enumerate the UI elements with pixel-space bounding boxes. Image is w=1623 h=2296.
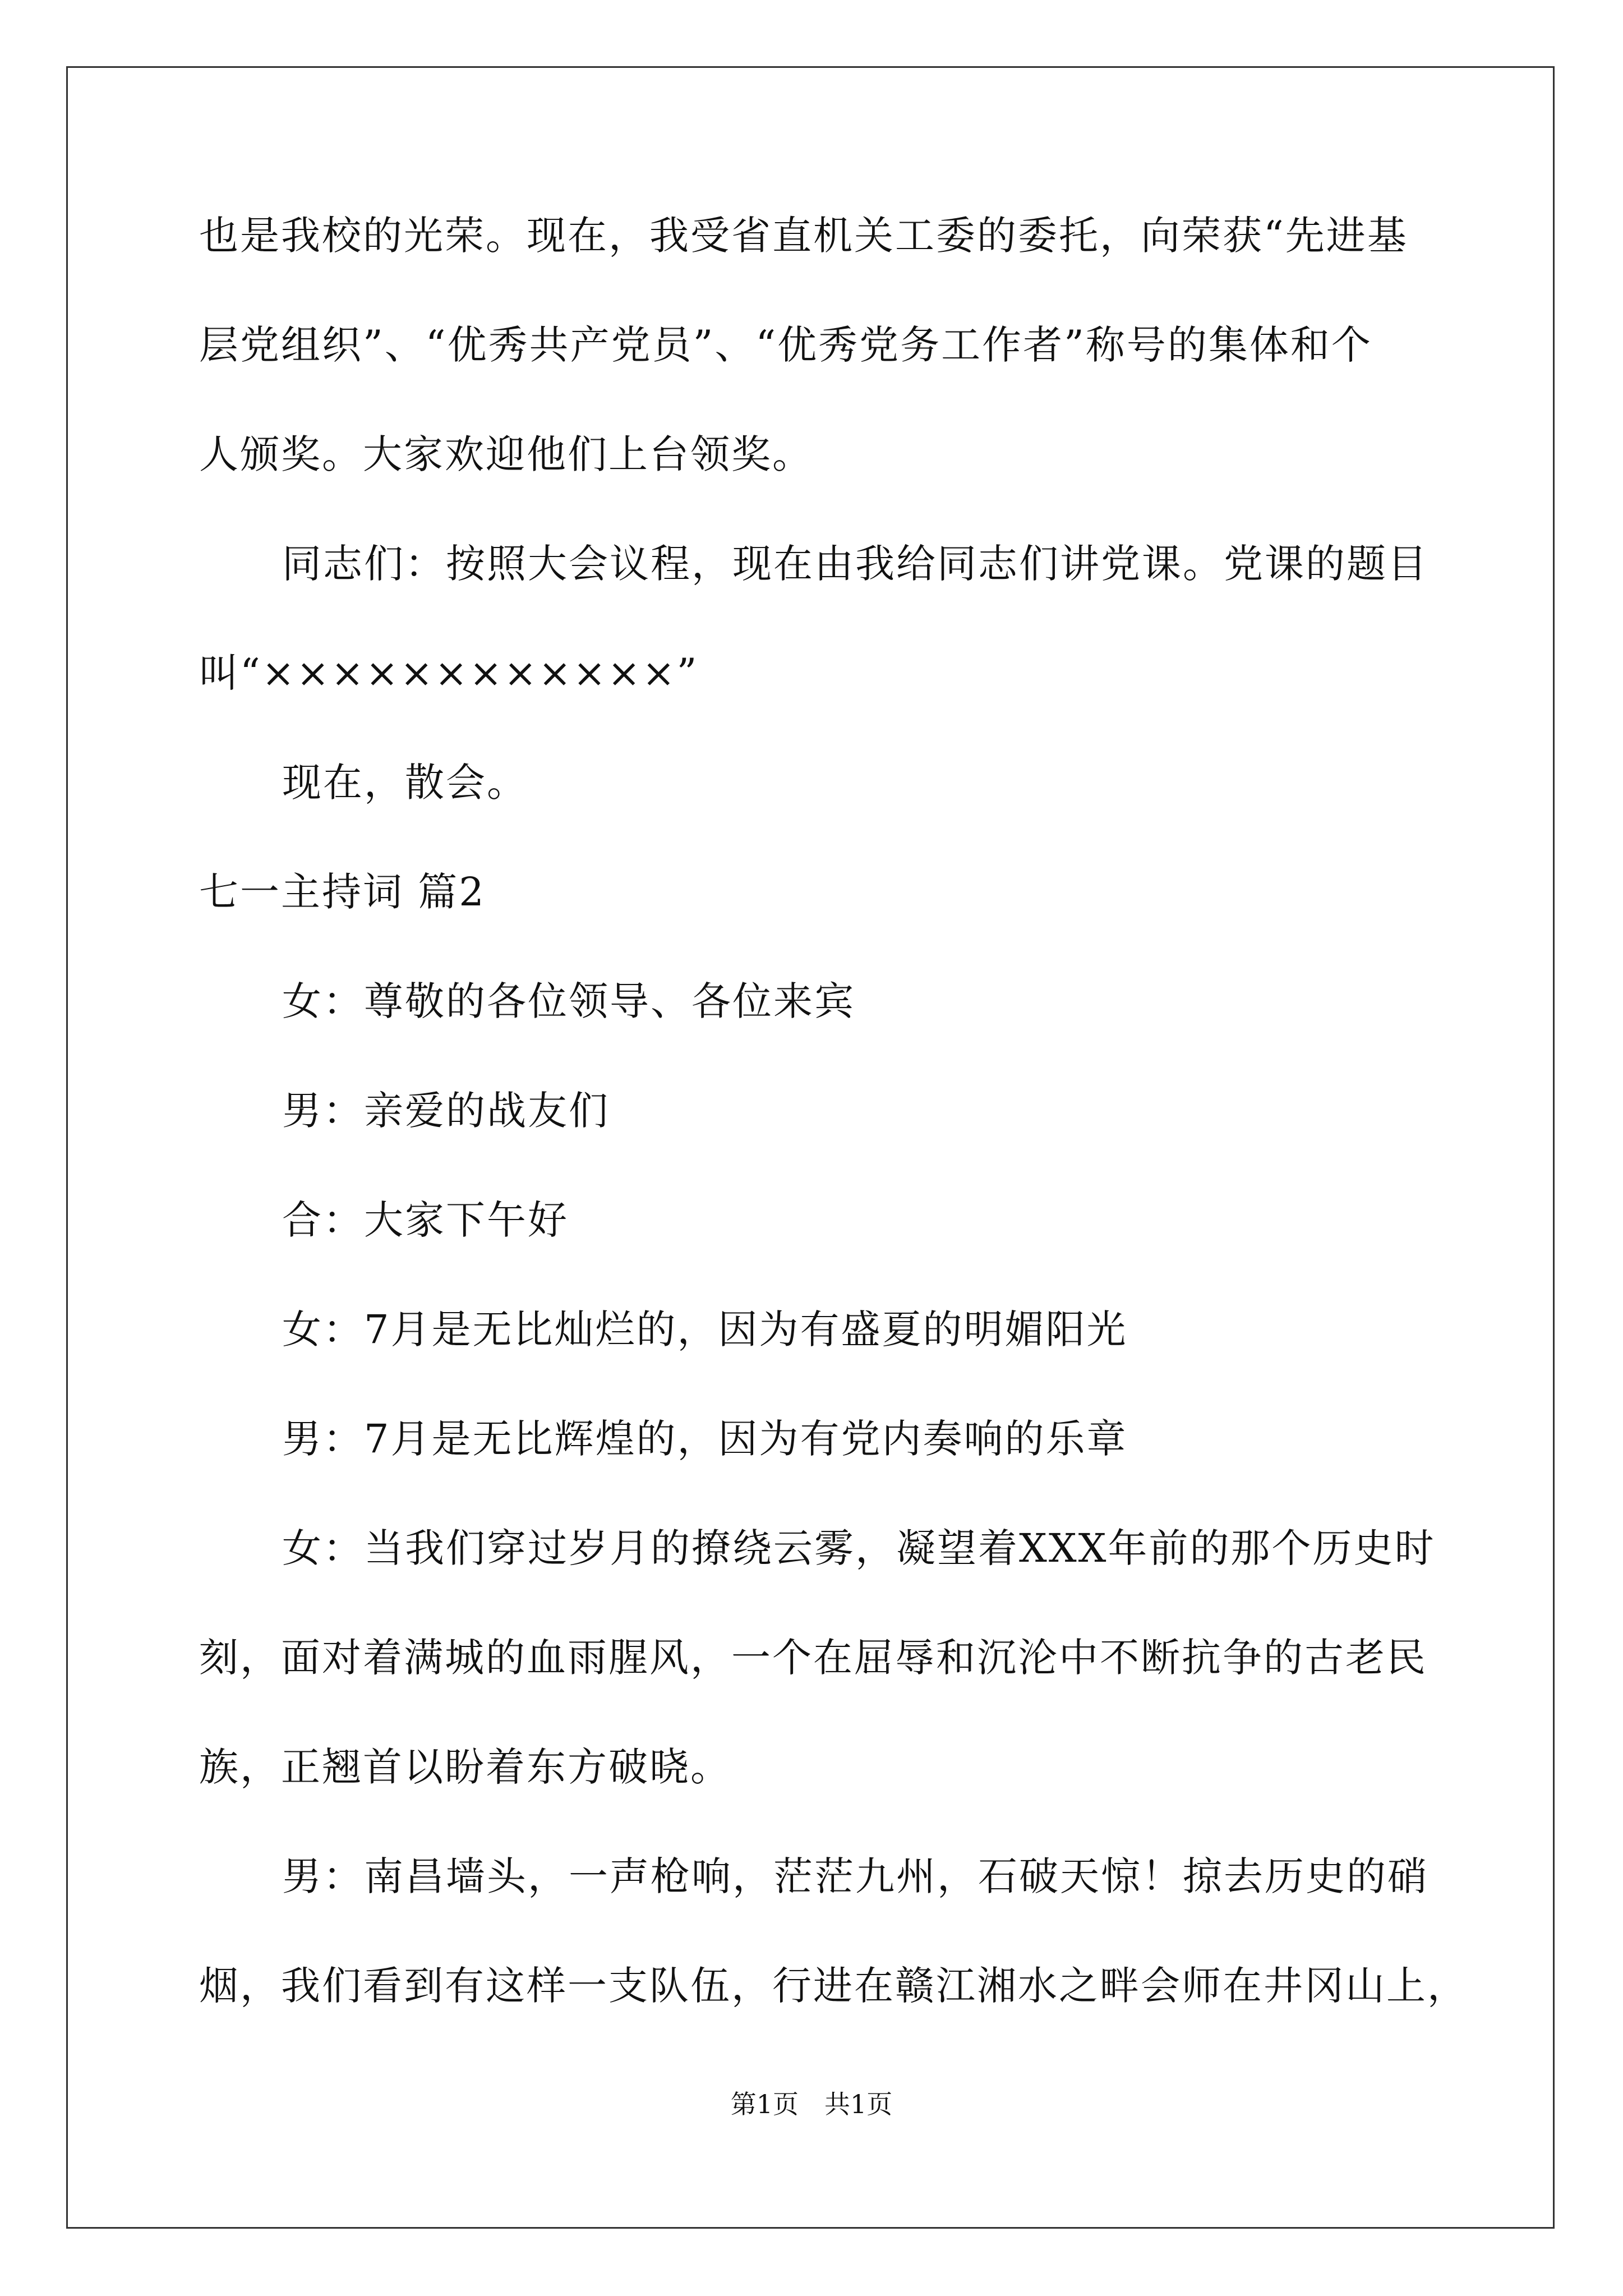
text-line: 叫“××××××××××××” [199, 650, 699, 696]
text-line: 刻，面对着满城的血雨腥风，一个在屈辱和沉沦中不断抗争的古老民 [199, 1635, 1427, 1681]
text-line: 烟，我们看到有这样一支队伍，行进在赣江湘水之畔会师在井冈山上， [199, 1963, 1468, 2009]
text-line: 女：尊敬的各位领导、各位来宾 [282, 978, 855, 1024]
text-line: 男：亲爱的战友们 [282, 1088, 610, 1134]
section-heading: 七一主持词 篇2 [199, 869, 486, 915]
text-line: 男：7月是无比辉煌的，因为有党内奏响的乐章 [282, 1416, 1128, 1462]
text-line: 同志们：按照大会议程，现在由我给同志们讲党课。党课的题目 [282, 541, 1428, 587]
text-line: 族，正翘首以盼着东方破晓。 [199, 1744, 731, 1790]
text-line: 女：7月是无比灿烂的，因为有盛夏的明媚阳光 [282, 1306, 1128, 1352]
text-line: 人颁奖。大家欢迎他们上台领奖。 [199, 431, 813, 477]
text-line: 女：当我们穿过岁月的撩绕云雾，凝望着XXX年前的那个历史时 [282, 1525, 1436, 1571]
text-line: 男：南昌墙头，一声枪响，茫茫九州，石破天惊！掠去历史的硝 [282, 1853, 1428, 1899]
text-line: 现在，散会。 [282, 760, 528, 806]
page-footer: 第1页 共1页 [730, 2089, 893, 2119]
text-line: 也是我校的光荣。现在，我受省直机关工委的委托，向荣获“先进基 [199, 213, 1408, 259]
text-line: 合：大家下午好 [282, 1197, 569, 1243]
text-line: 层党组织”、“优秀共产党员”、“优秀党务工作者”称号的集体和个 [199, 322, 1372, 368]
document-body [199, 213, 1468, 2009]
